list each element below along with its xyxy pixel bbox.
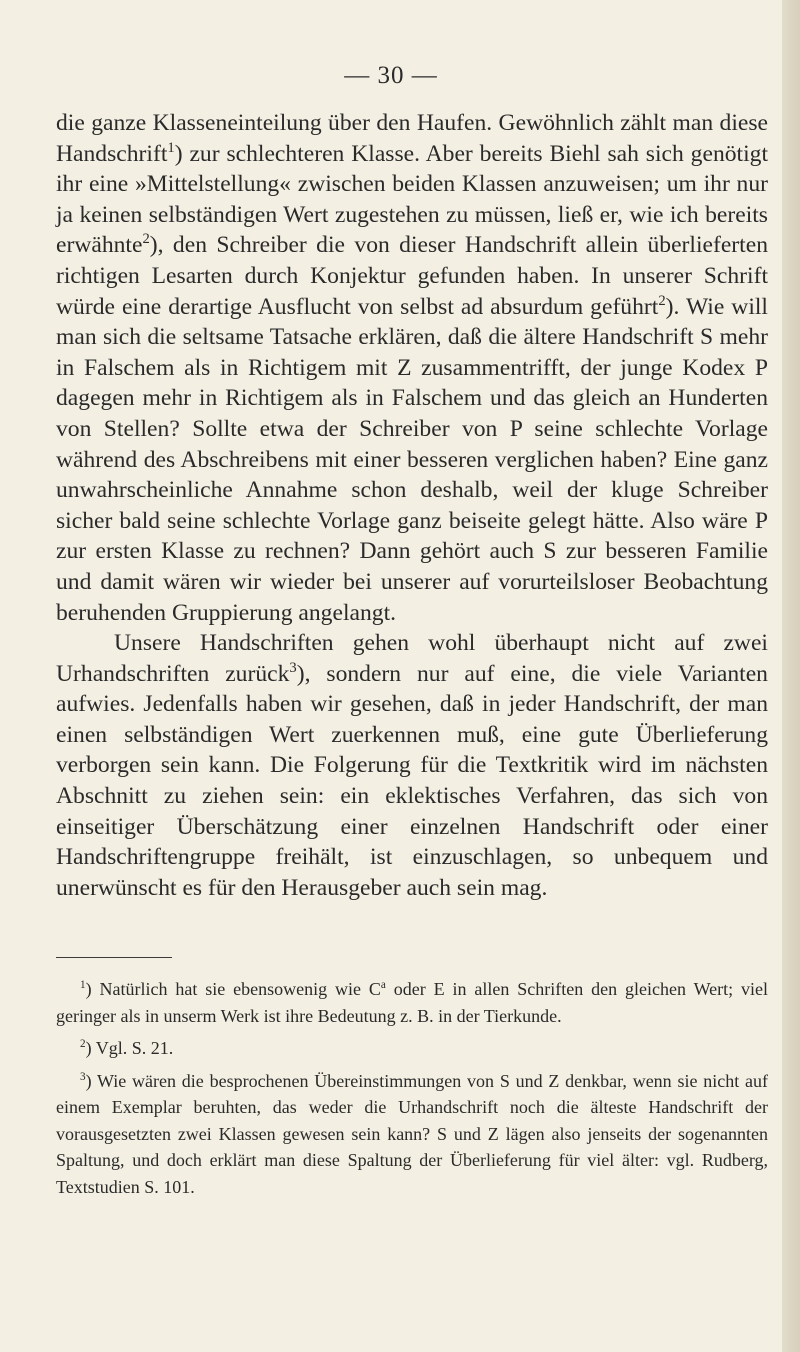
text-run: ) zur schlechteren Klasse. Aber bereits Biehl sah sich genötigt ihr eine »Mittelstellung« zwischen beiden Klassen anzuweisen; um ihr nur ja keinen selbständigen Wert zugestehen zu müssen, ließ er, wie ich bereits erwähnte xyxy=(56,140,768,259)
page-edge xyxy=(782,0,800,1352)
footnote-marker: 2 xyxy=(142,231,150,248)
text-run: ), sondern nur auf eine, die viele Varianten aufwies. Jedenfalls haben wir gesehen, daß in jeder Handschrift, der man einen selbständigen Wert zuerkennen muß, eine gute Überlieferung verborgen sein kann. Die Folgerung für die Textkritik wird im nächsten Abschnitt zu ziehen sein: ein eklektisches Verfahren, das sich von einseitiger Überschätzung einer einzelnen Handschrift oder einer Handschriftengruppe freihält, ist einzuschlagen, so unbequem und unerwünscht es für den Herausgeber auch sein mag. xyxy=(56,660,768,901)
paragraph xyxy=(56,628,768,903)
page-number: — 30 — xyxy=(344,62,438,89)
footnote-marker: 3 xyxy=(289,659,297,676)
footnote-marker: 1 xyxy=(80,979,86,991)
text-run: ), den Schreiber die von dieser Handschrift allein überlieferten richtigen Lesarten durch Konjektur gefunden haben. In unserer Schrift würde eine derartige Ausflucht von selbst ad absurdum geführt xyxy=(56,232,768,320)
text-run: Unsere Handschriften gehen wohl überhaupt nicht auf zwei Urhandschriften zurück xyxy=(56,630,768,687)
footnote-marker: 2 xyxy=(658,292,666,309)
text-run: die ganze Klasseneinteilung über den Haufen. Gewöhnlich zählt man diese Handschrift xyxy=(56,110,768,167)
footnote-marker: 2 xyxy=(80,1038,86,1050)
text-run: ) Vgl. S. 21. xyxy=(85,1038,174,1058)
footnote-marker: 3 xyxy=(80,1070,86,1083)
paragraph xyxy=(56,108,768,628)
text-run: ). Wie will man sich die seltsame Tatsache erklären, daß die ältere Handschrift S mehr in Falschem als in Richtigem mit Z zusammentrifft, der junge Kodex P dagegen mehr in Richtigem als in Falschem und das gleich an Hunderten von Stellen? Sollte etwa der Schreiber von P seine schlechte Vorlage während des Abschreibens mit einer besseren verglichen haben? Eine ganz unwahrscheinliche Annahme schon deshalb, weil der kluge Schreiber sicher bald seine schlechte Vorlage ganz beiseite gelegt hätte. Also wäre P zur ersten Klasse zu rechnen? Dann gehört auch S zur besseren Familie und damit wären wir wieder bei unserer auf vorurteilsloser Beobachtung beruhenden Gruppierung angelangt. xyxy=(56,293,768,626)
footnote xyxy=(56,976,768,1029)
footnote xyxy=(56,1068,768,1201)
main-text xyxy=(56,108,768,903)
text-run: oder E in allen Schriften den gleichen Wert; viel geringer als in unserm Werk ist ihre Bedeutung z. B. in der Tierkunde. xyxy=(56,979,768,1026)
footnote xyxy=(56,1035,768,1062)
footnotes xyxy=(56,976,768,1200)
footnote-marker: a xyxy=(380,979,386,991)
footnote-separator xyxy=(56,957,172,958)
text-run: ) Wie wären die besprochenen Übereinstimmungen von S und Z denkbar, wenn sie nicht auf einem Exemplar beruhten, das weder die Urhandschrift noch die älteste Handschrift der vorausgesetzten zwei Klassen gewesen sein kann? S und Z lägen also jenseits der sogenannten Spaltung, und doch erklärt man diese Spaltung der Überlieferung für viel älter: vgl. Rudberg, Textstudien S. 101. xyxy=(56,1070,768,1197)
text-run: ) Natürlich hat sie ebensowenig wie C xyxy=(85,979,381,999)
footnote-marker: 1 xyxy=(167,139,175,156)
